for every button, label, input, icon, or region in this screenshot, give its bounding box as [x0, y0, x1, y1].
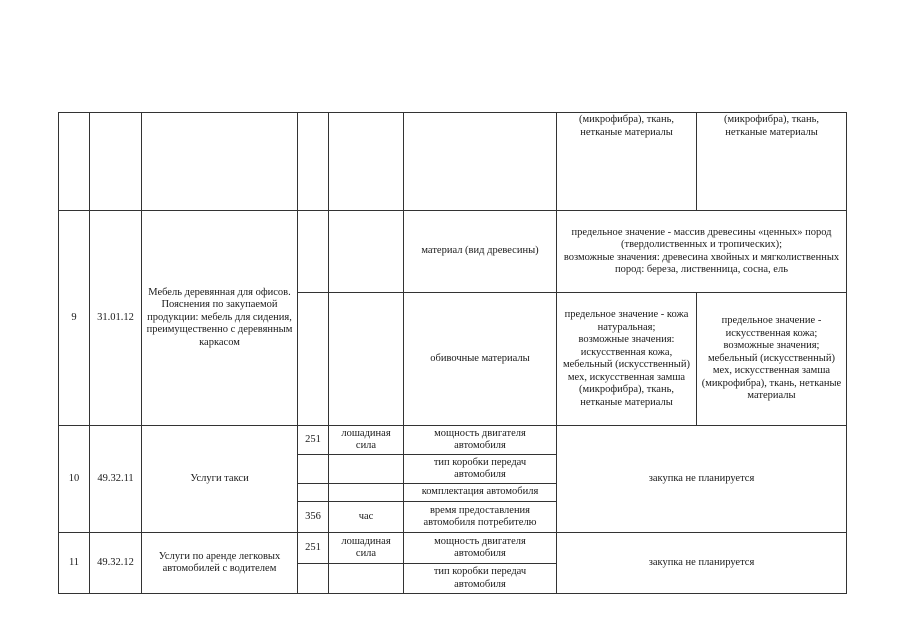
characteristic-value-1: предельное значение - кожа натуральная; возможные значения: искусственная кожа, мебельный (искусственный) мех, искусственная замша (микрофибра), ткань, нетканые материалы	[557, 293, 697, 426]
unit-name: лошадиная сила	[329, 426, 404, 455]
unit-cell	[329, 211, 404, 293]
okei-cell	[298, 211, 329, 293]
characteristic-name: мощность двигателя автомобиля	[404, 426, 557, 455]
characteristic-value: предельное значение - массив древесины «ценных» пород (твердолиственных и тропических); возможные значения: древесина хвойных и мягколиственных пород: береза, лиственница, сосна, ель	[557, 211, 847, 293]
characteristic-name: тип коробки передач автомобиля	[404, 564, 557, 594]
okei-cell	[298, 484, 329, 502]
okei-cell	[298, 113, 329, 211]
unit-cell	[329, 293, 404, 426]
unit-cell	[329, 455, 404, 484]
characteristic-cell	[404, 113, 557, 211]
unit-name: час	[329, 502, 404, 533]
product-name: Услуги такси	[142, 426, 298, 533]
value-cell-1: (микрофибра), ткань, нетканые материалы	[557, 113, 697, 211]
product-name: Мебель деревянная для офисов. Пояснения по закупаемой продукции: мебель для сидения, преимущественно с деревянным каркасом	[142, 211, 298, 426]
procurement-note: закупка не планируется	[557, 426, 847, 533]
okei-code: 251	[298, 426, 329, 455]
okpd-code: 31.01.12	[90, 211, 142, 426]
unit-name: лошадиная сила	[329, 533, 404, 564]
num-cell	[59, 113, 90, 211]
table-row-9	[59, 211, 847, 293]
characteristic-name: комплектация автомобиля	[404, 484, 557, 502]
procurement-note: закупка не планируется	[557, 533, 847, 594]
row-number: 10	[59, 426, 90, 533]
characteristic-name: обивочные материалы	[404, 293, 557, 426]
characteristic-name: время предоставления автомобиля потребителю	[404, 502, 557, 533]
code-cell	[90, 113, 142, 211]
requirements-table	[58, 112, 847, 594]
characteristic-name: материал (вид древесины)	[404, 211, 557, 293]
unit-cell	[329, 564, 404, 594]
characteristic-name: тип коробки передач автомобиля	[404, 455, 557, 484]
unit-cell	[329, 484, 404, 502]
product-name: Услуги по аренде легковых автомобилей с водителем	[142, 533, 298, 594]
okpd-code: 49.32.12	[90, 533, 142, 594]
table-row-10	[59, 426, 847, 455]
value-cell-2: (микрофибра), ткань, нетканые материалы	[697, 113, 847, 211]
table-row-continuation	[59, 113, 847, 211]
characteristic-value-2: предельное значение - искусственная кожа; возможные значения; мебельный (искусственный) мех, искусственная замша (микрофибра), ткань, нетканые материалы	[697, 293, 847, 426]
okei-cell	[298, 293, 329, 426]
row-number: 9	[59, 211, 90, 426]
okei-cell	[298, 564, 329, 594]
table-row-11	[59, 533, 847, 564]
characteristic-name: мощность двигателя автомобиля	[404, 533, 557, 564]
okei-code: 251	[298, 533, 329, 564]
row-number: 11	[59, 533, 90, 594]
okei-code: 356	[298, 502, 329, 533]
name-cell	[142, 113, 298, 211]
unit-cell	[329, 113, 404, 211]
okei-cell	[298, 455, 329, 484]
okpd-code: 49.32.11	[90, 426, 142, 533]
